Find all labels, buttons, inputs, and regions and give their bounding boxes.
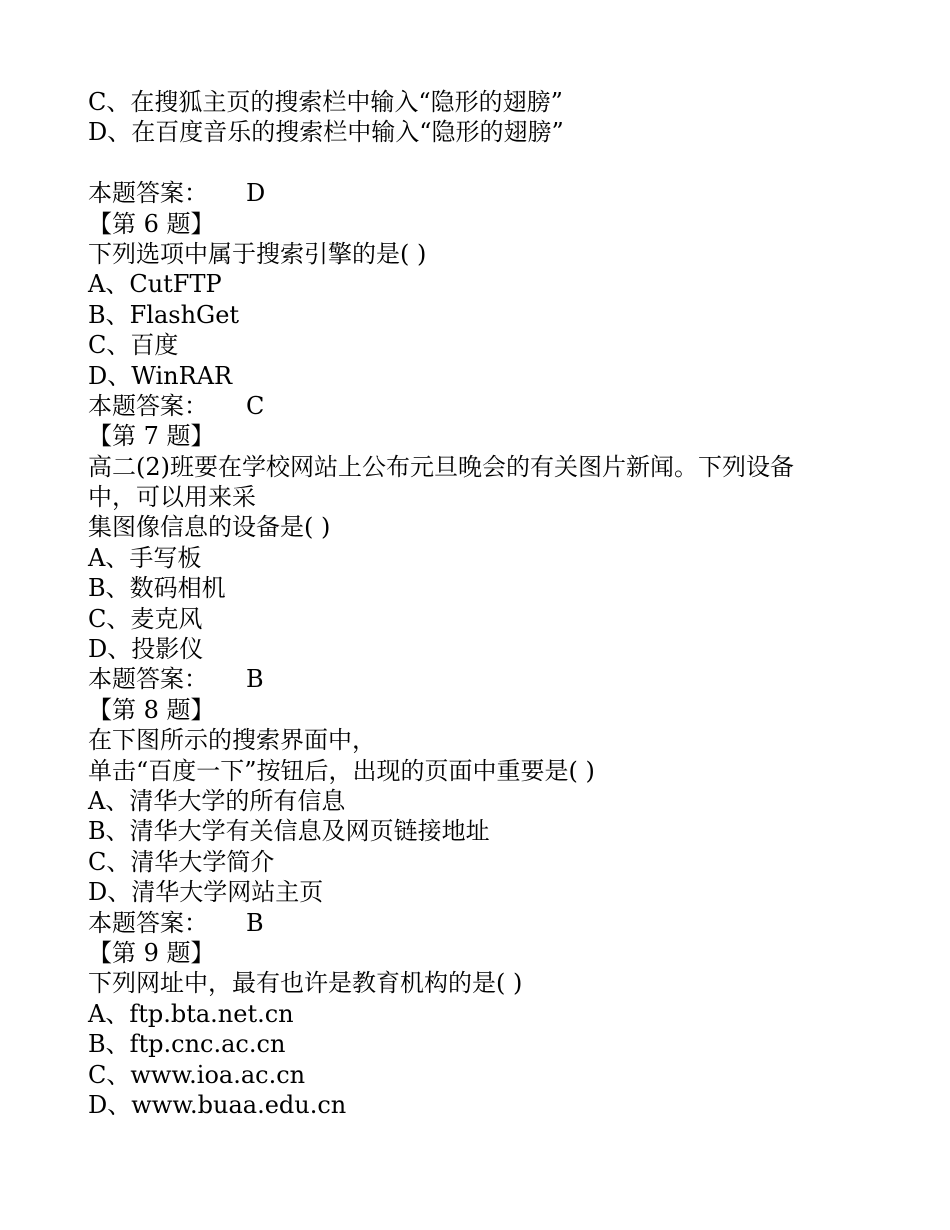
answer-label: 本题答案：: [88, 665, 208, 694]
answer-label: 本题答案：: [88, 391, 208, 420]
document-page: [88, 87, 888, 1120]
option-a: A、手写板: [88, 543, 202, 572]
answer-line: [88, 908, 888, 938]
answer-line: [88, 178, 888, 208]
option-b: B、FlashGet: [88, 300, 240, 329]
answer-value: D: [246, 179, 266, 208]
answer-label: 本题答案：: [88, 179, 208, 208]
question-stem: 在下图所示的搜索界面中，: [88, 726, 376, 755]
answer-line: [88, 664, 888, 694]
question-stem: 集图像信息的设备是( ): [88, 513, 331, 542]
option-b: B、清华大学有关信息及网页链接地址: [88, 817, 490, 846]
question-header: 【第 6 题】: [88, 209, 215, 238]
option-c: C、麦克风: [88, 604, 203, 633]
question-header: 【第 7 题】: [88, 422, 215, 451]
option-d: D、在百度音乐的搜索栏中输入“隐形的翅膀”: [88, 118, 564, 147]
question-stem: 高二(2)班要在学校网站上公布元旦晚会的有关图片新闻。下列设备: [88, 452, 794, 481]
option-b: B、ftp.cnc.ac.cn: [88, 1030, 286, 1059]
option-d: D、投影仪: [88, 635, 204, 664]
option-a: A、CutFTP: [88, 270, 222, 299]
question-stem: 中，可以用来采: [88, 483, 256, 512]
answer-label: 本题答案：: [88, 908, 208, 937]
option-d: D、WinRAR: [88, 361, 233, 390]
answer-value: C: [246, 391, 265, 420]
answer-value: B: [246, 908, 264, 937]
question-stem: 单击“百度一下”按钮后，出现的页面中重要是( ): [88, 756, 595, 785]
option-c: C、百度: [88, 331, 179, 360]
option-c: C、清华大学简介: [88, 847, 275, 876]
option-b: B、数码相机: [88, 574, 226, 603]
blank-line: [88, 148, 888, 178]
option-d: D、www.buaa.edu.cn: [88, 1090, 347, 1119]
option-d: D、清华大学网站主页: [88, 878, 324, 907]
answer-line: [88, 391, 888, 421]
question-stem: 下列网址中，最有也许是教育机构的是( ): [88, 969, 523, 998]
question-header: 【第 8 题】: [88, 695, 215, 724]
option-c: C、在搜狐主页的搜索栏中输入“隐形的翅膀”: [88, 88, 563, 116]
option-a: A、清华大学的所有信息: [88, 786, 346, 815]
option-a: A、ftp.bta.net.cn: [88, 999, 294, 1028]
answer-value: B: [246, 665, 264, 694]
question-stem: 下列选项中属于搜索引擎的是( ): [88, 239, 427, 268]
option-c: C、www.ioa.ac.cn: [88, 1060, 306, 1089]
question-header: 【第 9 题】: [88, 938, 215, 967]
